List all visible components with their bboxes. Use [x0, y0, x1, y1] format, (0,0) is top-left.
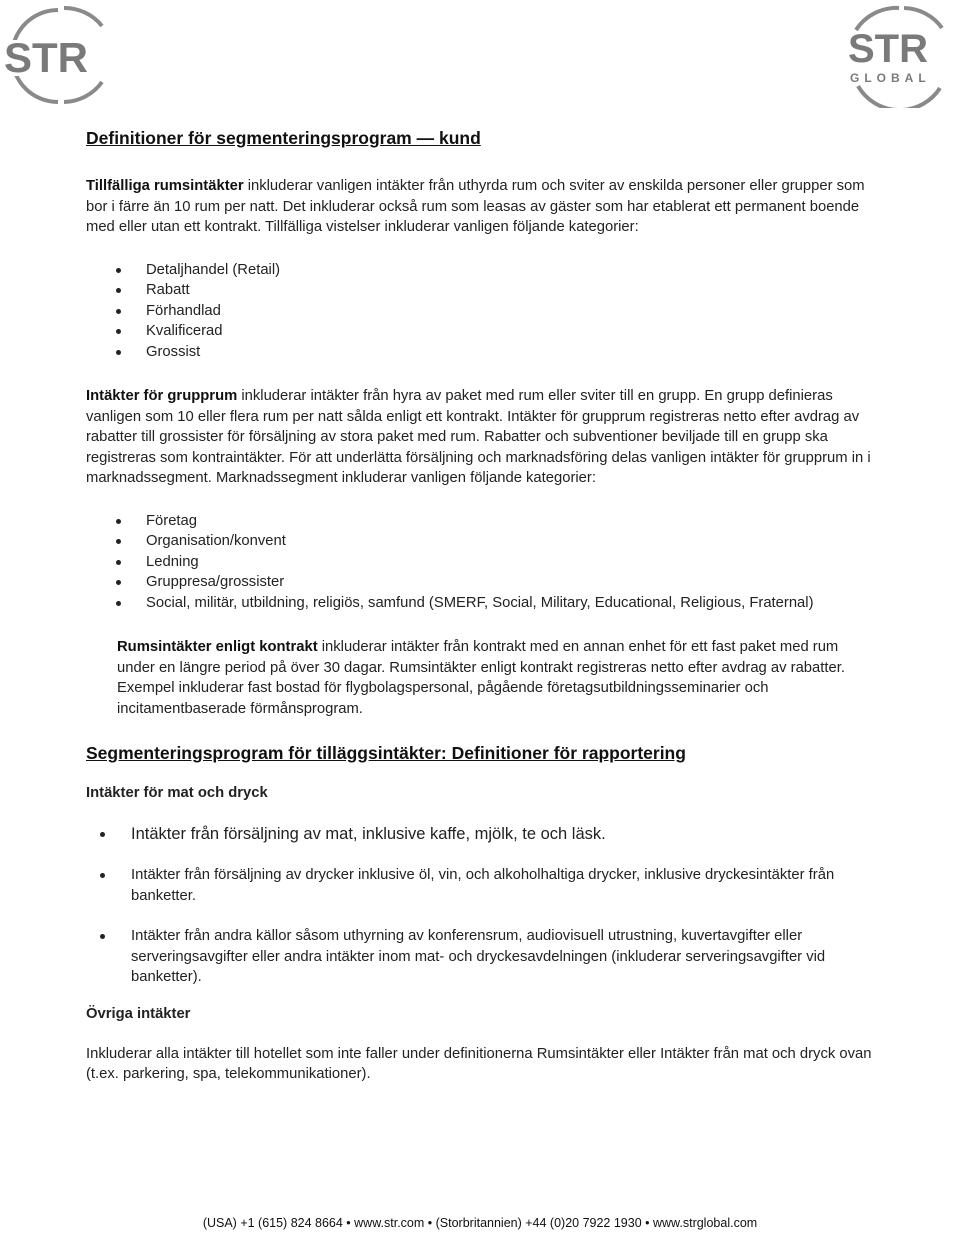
str-logo-left: [2, 4, 114, 104]
str-global-logo-right: [844, 4, 954, 108]
list-item-text: Rabatt: [146, 282, 190, 298]
bullet-icon: [116, 350, 121, 355]
list-item-text: Intäkter från försäljning av drycker inklusive öl, vin, och alkoholhaltiga drycker, inklusive dryckesintäkter från banketter.: [131, 867, 835, 904]
list-item-text: Organisation/konvent: [146, 533, 286, 549]
group-rooms-text: inkluderar intäkter från hyra av paket med rum eller sviter till en grupp. En grupp definieras vanligen som 10 eller flera rum per natt sålda enligt ett kontrakt. Intäkter för grupprum registreras netto efter avdrag av rabatter till grossister för försäljning av stora paket med rum. Rabatter och subventioner beviljade till en grupp ska registreras som kontraintäkter. För att underlätta försäljning och marknadsföring delas vanligen intäkter för grupprum in i marknadssegment. Marknadssegment inkluderar vanligen följande kategorier:: [86, 388, 871, 486]
bullet-icon: [116, 309, 121, 314]
list-item: [86, 572, 876, 593]
transient-rooms-term: Tillfälliga rumsintäkter: [86, 178, 244, 194]
bullet-icon: [116, 519, 121, 524]
str-logo-left-text: STR: [4, 34, 88, 81]
transient-rooms-paragraph: [86, 176, 876, 238]
list-item: [86, 260, 876, 281]
list-item: [86, 280, 876, 301]
group-rooms-paragraph: [86, 386, 876, 489]
list-item-text: Detaljhandel (Retail): [146, 261, 281, 278]
str-logo-right-text: STR: [848, 27, 928, 71]
list-item: [86, 865, 876, 906]
bullet-icon: [116, 539, 121, 544]
list-item: [86, 321, 876, 342]
market-segment-list: [86, 511, 876, 614]
list-item: [86, 926, 876, 988]
transient-rooms-text: inkluderar vanligen intäkter från uthyrda rum och sviter av enskilda personer eller grupper som bor i färre än 10 rum per natt. Det inkluderar också rum som leasas av gäster som har etablerat ett permanent boende med eller utan ett kontrakt. Tillfälliga vistelser inkluderar vanligen följande kategorier:: [86, 178, 865, 235]
list-item-text: Intäkter från andra källor såsom uthyrning av konferensrum, audiovisuell utrustning, kuvertavgifter eller serveringsavgifter eller andra intäkter inom mat- och dryckesavdelningen (inkluderar serveringsavgifter vid banketter).: [131, 928, 826, 985]
food-beverage-subheading: Intäkter för mat och dryck: [86, 785, 268, 801]
other-revenue-paragraph: Inkluderar alla intäkter till hotellet som inte faller under definitionerna Rumsintäkter eller Intäkter från mat och dryck ovan (t.ex. parkering, spa, telekommunikationer).: [86, 1045, 872, 1082]
list-item-text: Förhandlad: [146, 302, 221, 319]
bullet-icon: [116, 560, 121, 565]
contract-rooms-paragraph: [86, 637, 876, 719]
list-item: [86, 511, 876, 532]
list-item-text: Företag: [146, 512, 197, 529]
heading-customer-segmentation: Definitioner för segmenteringsprogram — kund: [86, 128, 481, 148]
heading-ancillary-segmentation: Segmenteringsprogram för tilläggsintäkter: Definitioner för rapportering: [86, 743, 686, 763]
list-item: [86, 342, 876, 363]
other-revenue-subheading: Övriga intäkter: [86, 1005, 191, 1022]
food-beverage-list: [86, 823, 876, 988]
list-item-text: Gruppresa/grossister: [146, 574, 285, 590]
bullet-icon: [116, 329, 121, 334]
list-item: [86, 552, 876, 573]
list-item-text: Social, militär, utbildning, religiös, samfund (SMERF, Social, Military, Educational, Religious, Fraternal): [146, 594, 814, 611]
bullet-icon: [116, 268, 121, 273]
contract-rooms-term: Rumsintäkter enligt kontrakt: [117, 639, 318, 655]
global-logo-text: GLOBAL: [850, 71, 931, 85]
list-item-text: Kvalificerad: [146, 323, 223, 339]
page-footer: (USA) +1 (615) 824 8664 • www.str.com • (Storbritannien) +44 (0)20 7922 1930 • www.strglobal.com: [202, 1216, 758, 1230]
list-item: [86, 593, 876, 614]
bullet-icon: [100, 873, 105, 878]
document-body: [86, 126, 876, 1085]
list-item: [86, 823, 876, 845]
list-item: [86, 531, 876, 552]
group-rooms-term: Intäkter för grupprum: [86, 388, 238, 404]
list-item-text: Ledning: [146, 553, 199, 570]
bullet-icon: [116, 601, 121, 606]
transient-categories-list: [86, 260, 876, 363]
bullet-icon: [100, 934, 105, 939]
list-item: [86, 301, 876, 322]
bullet-icon: [116, 288, 121, 293]
list-item-text: Grossist: [146, 343, 201, 360]
list-item-text: Intäkter från försäljning av mat, inklusive kaffe, mjölk, te och läsk.: [131, 825, 606, 843]
contract-rooms-text: inkluderar intäkter från kontrakt med en annan enhet för ett fast paket med rum under en längre period på över 30 dagar. Rumsintäkter enligt kontrakt registreras netto efter avdrag av rabatter. Exempel inkluderar fast bostad för flygbolagspersonal, pågående företagsutbildningsseminarier och incitamentbaserade förmånsprogram.: [117, 639, 845, 717]
bullet-icon: [100, 832, 105, 837]
bullet-icon: [116, 580, 121, 585]
